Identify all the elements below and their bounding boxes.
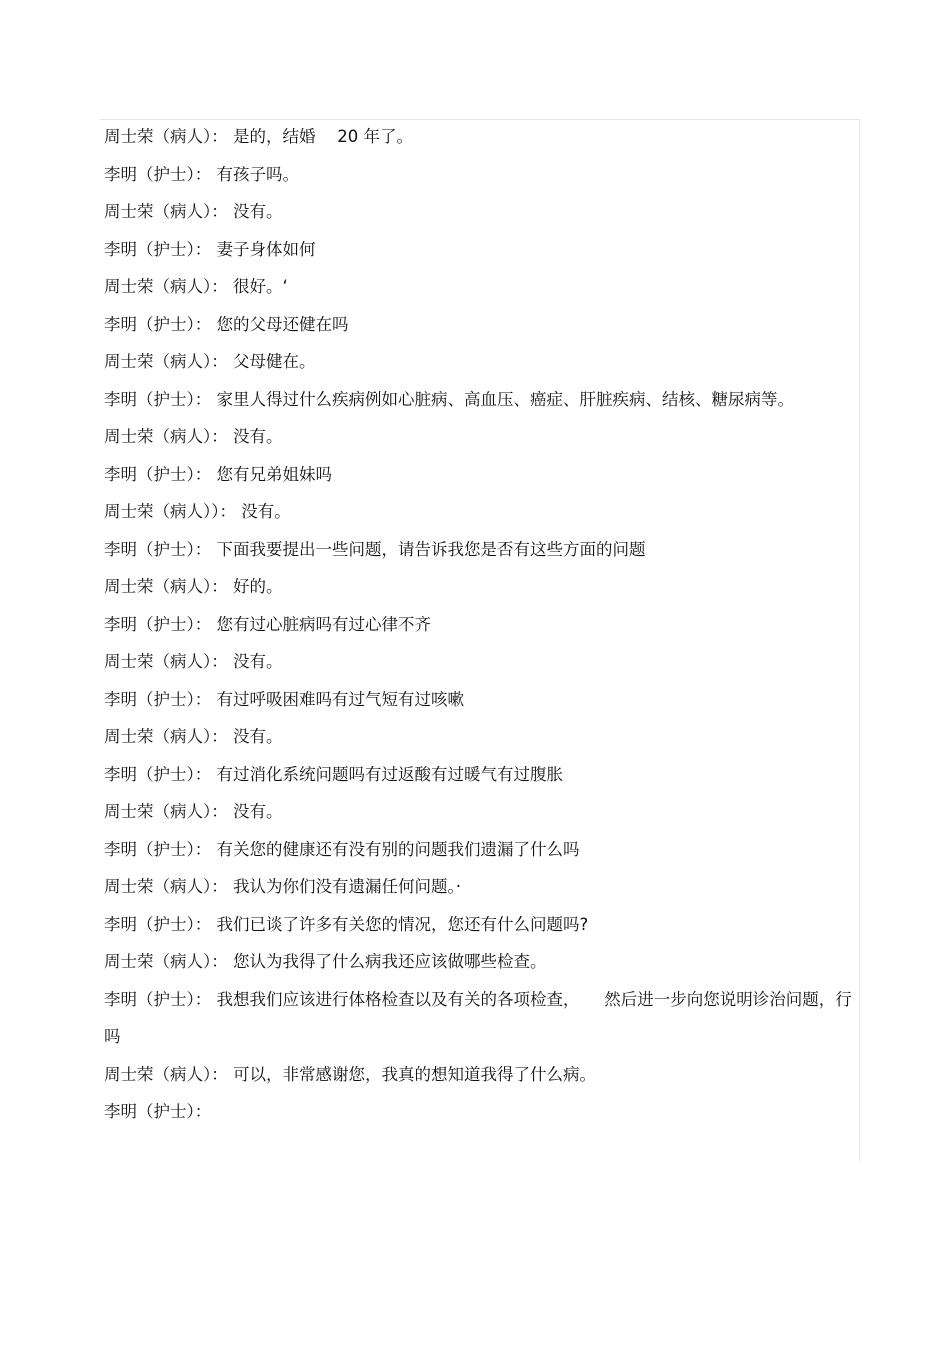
- speaker-separator: ：: [211, 202, 228, 221]
- speaker-separator: ：: [194, 1102, 212, 1121]
- dialogue-line: [104, 681, 854, 719]
- dialogue-line: [104, 193, 854, 231]
- utterance-text: 没有。: [227, 727, 283, 746]
- utterance-text: 妻子身体如何: [211, 239, 316, 259]
- speaker-label: 周士荣（病人）: [104, 802, 212, 821]
- speaker-separator: ：: [211, 877, 228, 896]
- speaker-separator: ：: [211, 1064, 228, 1084]
- speaker-separator: ：: [211, 952, 228, 971]
- dialogue-line: [104, 231, 854, 269]
- speaker-label: 李明（护士）: [104, 1102, 195, 1121]
- utterance-text: 我认为你们没有遗漏任何问题。·: [227, 877, 461, 896]
- utterance-text: 好的。: [227, 577, 283, 596]
- speaker-label: 周士荣（病人）: [104, 952, 212, 971]
- dialogue-line: [104, 793, 854, 831]
- utterance-text: 没有。: [227, 427, 283, 446]
- speaker-label: 李明（护士）: [104, 914, 195, 934]
- utterance-text: 有孩子吗。: [211, 164, 299, 184]
- dialogue-line: [104, 606, 854, 644]
- speaker-label: 周士荣（病人）: [104, 1064, 212, 1084]
- speaker-separator: ：: [211, 652, 228, 671]
- speaker-separator: ：: [211, 577, 228, 596]
- speaker-label: 李明（护士）: [104, 239, 195, 259]
- dialogue-line: [104, 306, 854, 344]
- speaker-label: 李明（护士）: [104, 314, 195, 334]
- speaker-label: 李明（护士）: [104, 164, 195, 184]
- utterance-text: 您认为我得了什么病我还应该做哪些检查。: [227, 952, 547, 971]
- dialogue-line: [104, 156, 854, 194]
- dialogue-line: [104, 531, 854, 569]
- speaker-separator: ：: [219, 502, 236, 521]
- speaker-label: 周士荣（病人）: [104, 727, 212, 746]
- utterance-text: 没有。: [227, 652, 283, 671]
- utterance-text: 有过呼吸困难吗有过气短有过咳嗽: [211, 689, 464, 709]
- dialogue-line: [104, 456, 854, 494]
- speaker-separator: ：: [211, 352, 228, 371]
- speaker-label: 周士荣（病人）: [104, 652, 212, 671]
- speaker-label: 周士荣（病人）: [104, 427, 212, 446]
- dialogue-line: [104, 643, 854, 681]
- speaker-label: 李明（护士）: [104, 839, 195, 859]
- utterance-text: 很好。‘: [227, 277, 288, 296]
- dialogue-line: [104, 868, 854, 906]
- speaker-label: 李明（护士）: [104, 689, 195, 709]
- speaker-label: 周士荣（病人））: [104, 502, 220, 521]
- speaker-separator: ：: [211, 277, 228, 296]
- dialogue-line: [104, 1056, 854, 1094]
- speaker-separator: ：: [194, 164, 212, 184]
- speaker-separator: ：: [194, 764, 212, 784]
- dialogue-line: [104, 343, 854, 381]
- dialogue-line: [104, 1093, 854, 1131]
- utterance-text: 父母健在。: [227, 352, 316, 371]
- speaker-label: 周士荣（病人）: [104, 277, 212, 296]
- dialogue-line: [104, 568, 854, 606]
- dialogue-line: [104, 493, 854, 531]
- speaker-separator: ：: [194, 989, 212, 1009]
- dialogue-line: [104, 718, 854, 756]
- speaker-separator: ：: [211, 802, 228, 821]
- speaker-separator: ：: [194, 389, 212, 409]
- utterance-text: 没有。: [236, 502, 291, 521]
- speaker-separator: ：: [194, 689, 212, 709]
- speaker-label: 李明（护士）: [104, 464, 195, 484]
- speaker-label: 李明（护士）: [104, 539, 195, 559]
- dialogue-line: [104, 756, 854, 794]
- speaker-separator: ：: [211, 727, 228, 746]
- speaker-separator: ：: [194, 839, 212, 859]
- dialogue-line: [104, 831, 854, 869]
- dialogue-line: [104, 906, 854, 944]
- dialogue-line: [104, 943, 854, 981]
- speaker-label: 李明（护士）: [104, 614, 195, 634]
- utterance-text: 下面我要提出一些问题，请告诉我您是否有这些方面的问题: [211, 539, 646, 559]
- dialogue-line: [104, 268, 854, 306]
- speaker-label: 周士荣（病人）: [104, 577, 212, 596]
- speaker-separator: ：: [194, 914, 212, 934]
- utterance-text: 您有兄弟姐妹吗: [211, 464, 332, 484]
- utterance-text: 没有。: [227, 202, 283, 221]
- utterance-text: 没有。: [227, 802, 283, 821]
- speaker-label: 李明（护士）: [104, 389, 195, 409]
- dialogue-line: [104, 418, 854, 456]
- speaker-separator: ：: [211, 127, 228, 146]
- speaker-separator: ：: [194, 464, 212, 484]
- utterance-text: 您的父母还健在吗: [211, 314, 349, 334]
- utterance-text: 我们已谈了许多有关您的情况，您还有什么问题吗?: [211, 914, 589, 934]
- utterance-text: 家里人得过什么疾病例如心脏病、高血压、癌症、肝脏疾病、结核、糖尿病等。: [211, 389, 794, 409]
- speaker-separator: ：: [194, 539, 212, 559]
- dialogue-transcript: [104, 118, 854, 1131]
- speaker-separator: ：: [194, 314, 212, 334]
- utterance-text: 我想我们应该进行体格检查以及有关的各项检查， 然后进一步向您说明诊治问题，行吗: [104, 989, 852, 1046]
- speaker-label: 李明（护士）: [104, 989, 195, 1009]
- dialogue-line: [104, 118, 854, 156]
- speaker-label: 李明（护士）: [104, 764, 195, 784]
- utterance-text: 有过消化系统问题吗有过返酸有过暖气有过腹胀: [211, 764, 563, 784]
- speaker-label: 周士荣（病人）: [104, 352, 212, 371]
- speaker-separator: ：: [211, 427, 228, 446]
- speaker-label: 周士荣（病人）: [104, 877, 212, 896]
- utterance-text: 您有过心脏病吗有过心律不齐: [211, 614, 431, 634]
- utterance-text: 可以，非常感谢您，我真的想知道我得了什么病。: [227, 1064, 596, 1084]
- utterance-text: 是的，结婚 20 年了。: [227, 127, 413, 146]
- dialogue-line: [104, 381, 854, 419]
- utterance-text: 有关您的健康还有没有别的问题我们遗漏了什么吗: [211, 839, 580, 859]
- speaker-label: 周士荣（病人）: [104, 202, 212, 221]
- speaker-separator: ：: [194, 614, 212, 634]
- speaker-label: 周士荣（病人）: [104, 127, 212, 146]
- speaker-separator: ：: [194, 239, 212, 259]
- dialogue-line: [104, 981, 854, 1056]
